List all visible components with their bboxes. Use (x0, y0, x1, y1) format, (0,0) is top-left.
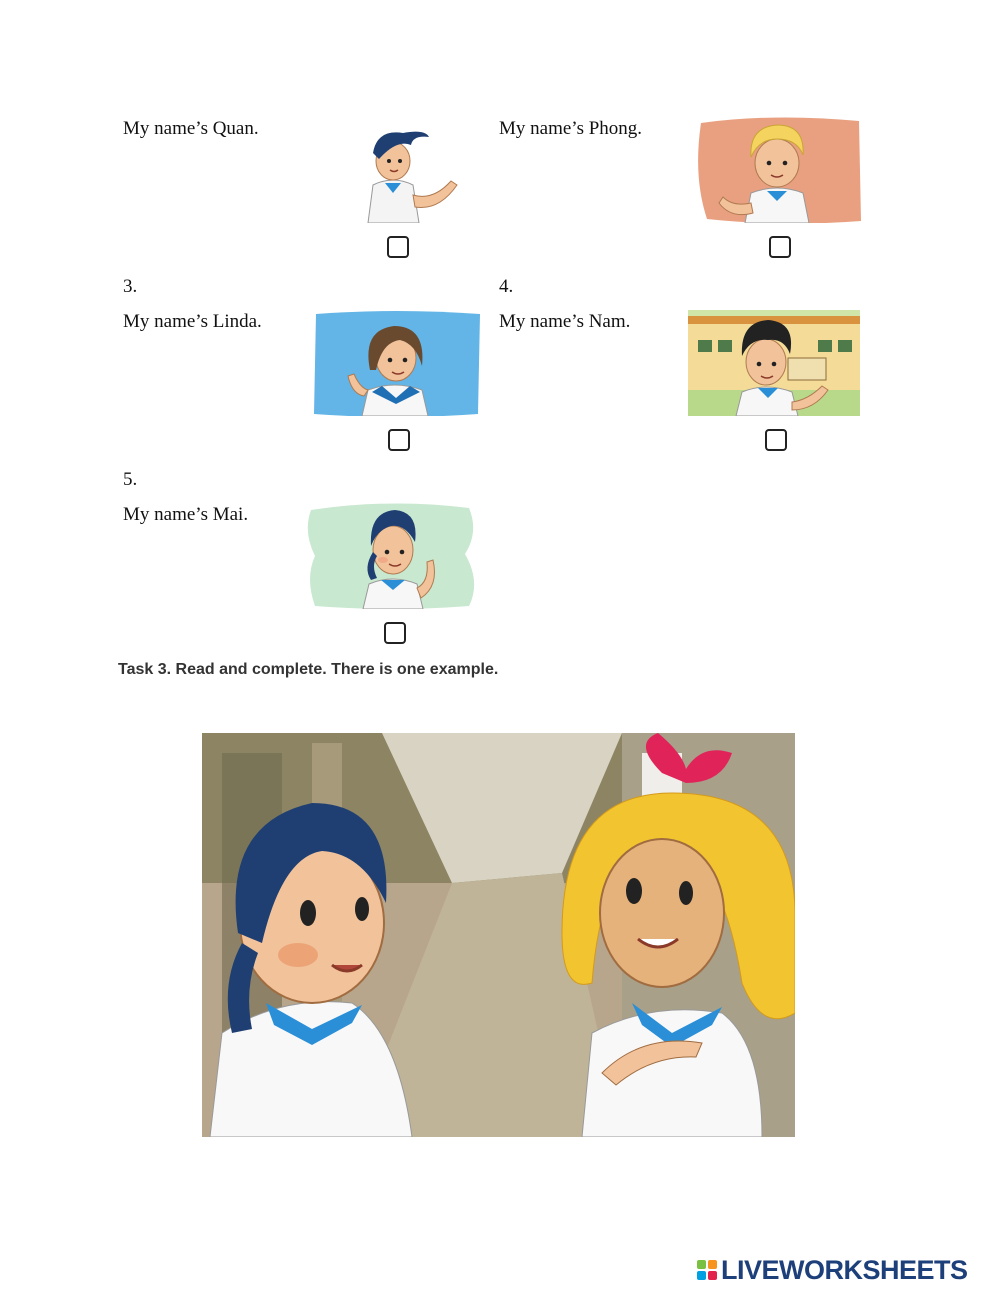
logo-text: LIVEWORKSHEETS (721, 1254, 968, 1285)
item-5-text: My name’s Mai. (123, 504, 249, 525)
liveworksheets-logo[interactable] (697, 1256, 968, 1284)
linda-picture (310, 310, 483, 416)
item-4-number: 4. (499, 276, 514, 297)
item-3-text: My name’s Linda. (123, 311, 262, 332)
task3-title: Task 3. Read and complete. There is one example. (118, 661, 499, 678)
nam-checkbox[interactable] (765, 429, 787, 451)
linda-checkbox[interactable] (388, 429, 410, 451)
item-4-text: My name’s Nam. (499, 311, 631, 332)
quan-checkbox[interactable] (387, 236, 409, 258)
quan-picture (363, 123, 460, 223)
liveworksheets-logo-icon (697, 1260, 717, 1280)
mai-picture (305, 502, 479, 609)
item-3-number: 3. (123, 276, 138, 297)
phong-picture (693, 117, 863, 223)
mai-checkbox[interactable] (384, 622, 406, 644)
task3-picture (202, 733, 795, 1137)
item-5-number: 5. (123, 469, 138, 490)
item-1-text: My name’s Quan. (123, 118, 259, 139)
item-2-text: My name’s Phong. (499, 118, 643, 139)
phong-checkbox[interactable] (769, 236, 791, 258)
nam-picture (688, 310, 860, 416)
